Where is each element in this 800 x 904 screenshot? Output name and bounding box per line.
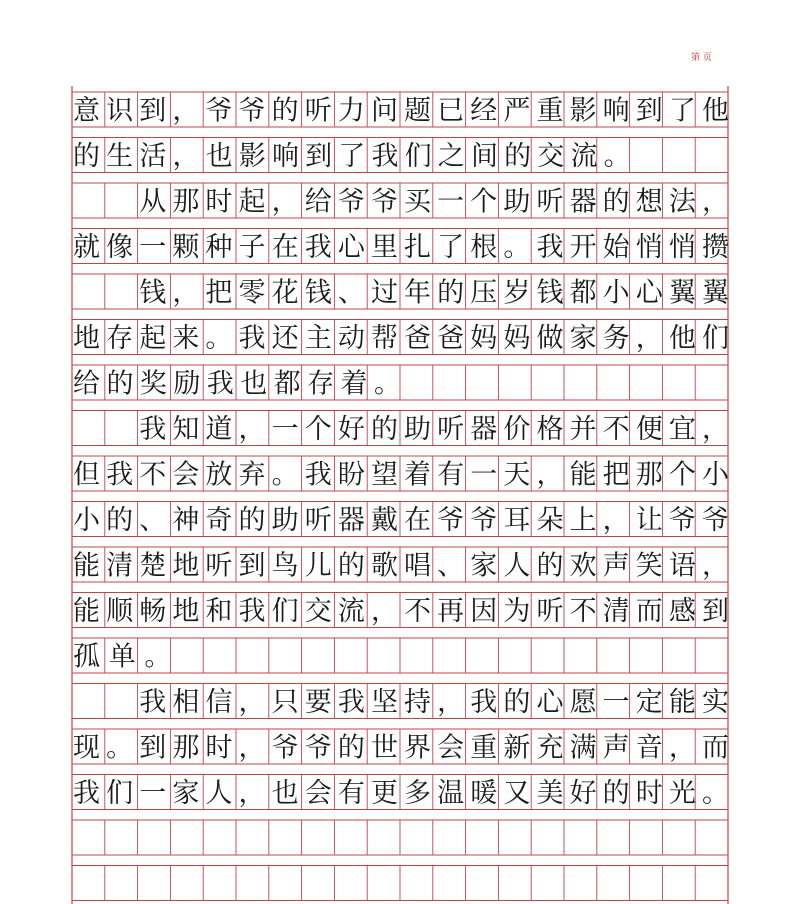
essay-line: 我相信，只要我坚持，我的心愿一定能实 — [73, 687, 729, 718]
page-number: 第 页 — [691, 53, 712, 63]
grid-cell-dividers — [105, 638, 695, 673]
grid-cell-dividers — [105, 866, 695, 901]
essay-line: 但我不会放弃。我盼望着有一天，能把那个小 — [73, 459, 729, 491]
essay-line: 现。到那时，爷爷的世界会重新充满声音，而 — [73, 732, 729, 764]
essay-line: 从那时起，给爷爷买一个助听器的想法， — [73, 186, 729, 218]
essay-line: 能清楚地听到鸟儿的歌唱、家人的欢声笑语， — [73, 550, 729, 582]
grid-row — [72, 274, 730, 309]
essay-line: 我知道，一个好的助听器价格并不便宜， — [73, 414, 729, 445]
grid-row — [72, 866, 728, 901]
grid-row — [72, 502, 729, 537]
grid-row — [72, 92, 729, 127]
grid-row — [72, 183, 729, 218]
grid-row — [72, 138, 728, 173]
essay-line: 我们一家人，也会有更多温暖又美好的时光。 — [73, 778, 729, 809]
grid-row — [72, 320, 729, 355]
grid-row — [72, 820, 728, 855]
grid-row — [72, 729, 729, 764]
grid-cell-dividers — [105, 820, 695, 855]
grid-row — [72, 775, 729, 810]
essay-line: 小的、神奇的助听器戴在爷爷耳朵上，让爷爷 — [73, 505, 729, 536]
essay-line: 给的奖励我也都存着。 — [73, 368, 401, 400]
grid-row — [72, 684, 729, 719]
essay-line: 孤单。 — [73, 641, 172, 673]
grid-row — [72, 638, 728, 673]
essay-line: 意识到，爷爷的听力问题已经严重影响到了他 — [73, 95, 729, 127]
grid-row — [72, 411, 729, 446]
essay-line: 钱，把零花钱、过年的压岁钱都小心翼翼 — [73, 277, 729, 309]
essay-line: 能顺畅地和我们交流，不再因为听不清而感到 — [73, 596, 729, 627]
grid-row — [72, 229, 729, 264]
essay-line: 地存起来。我还主动帮爸爸妈妈做家务，他们 — [73, 323, 729, 354]
grid-row — [72, 365, 728, 400]
grid-row — [72, 547, 729, 582]
grid-row — [72, 456, 730, 491]
grid-row — [72, 593, 729, 628]
essay-line: 的生活，也影响到了我们之间的交流。 — [73, 141, 631, 172]
essay-line: 就像一颗种子在我心里扎了根。我开始悄悄攒 — [73, 232, 729, 263]
